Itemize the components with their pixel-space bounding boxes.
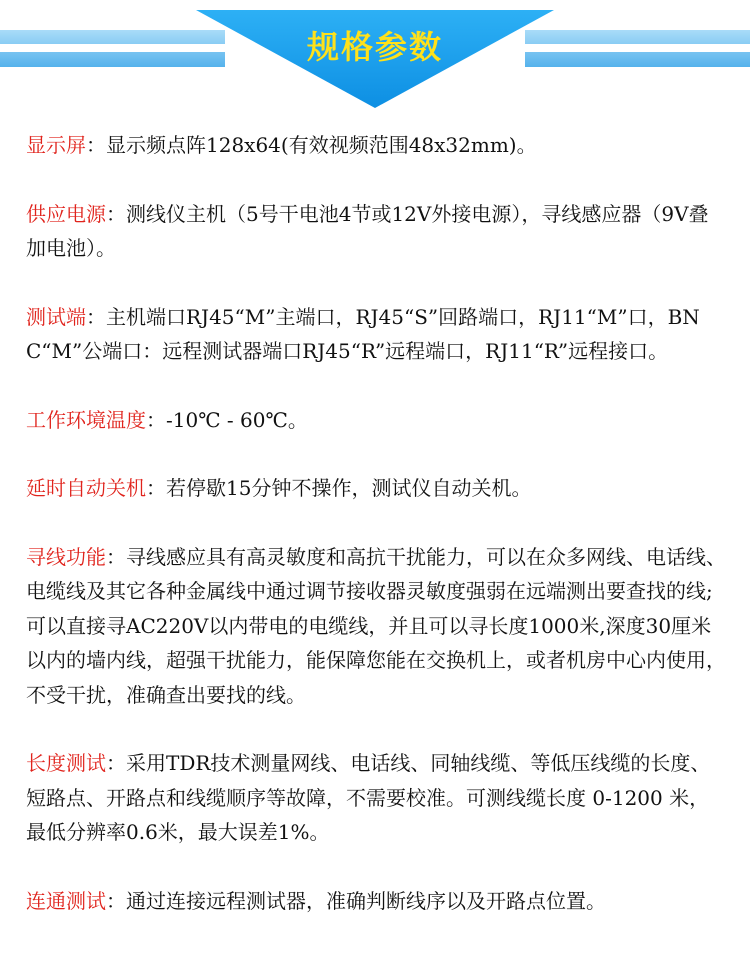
section-header (0, 0, 750, 112)
spec-test-ports (26, 300, 726, 369)
spec-text: ：测线仪主机（5号干电池4节或12V外接电源），寻线感应器（9V叠加电池）。 (26, 201, 709, 260)
spec-label: 长度测试 (26, 751, 106, 775)
spec-label: 供应电源 (26, 201, 106, 226)
spec-label: 寻线功能 (26, 544, 106, 569)
spec-text: ：主机端口RJ45“M”主端口，RJ45“S”回路端口，RJ11“M”口，BNC“M”公端口：远程测试器端口RJ45“R”远程端口，RJ11“R”远程接口。 (26, 304, 700, 363)
spec-label: 显示屏 (26, 133, 86, 157)
spec-operating-temperature (26, 403, 726, 438)
spec-length-test (26, 746, 726, 850)
spec-wire-tracing (26, 540, 726, 713)
spec-label: 工作环境温度 (26, 407, 146, 432)
spec-label: 连通测试 (26, 888, 106, 913)
spec-text: ：-10℃ - 60℃。 (146, 407, 308, 432)
spec-list (26, 128, 726, 952)
spec-continuity-test (26, 884, 726, 919)
spec-text: ：若停歇15分钟不操作，测试仪自动关机。 (146, 476, 532, 500)
spec-text: ：通过连接远程测试器，准确判断线序以及开路点位置。 (106, 888, 606, 913)
spec-display (26, 128, 726, 163)
spec-label: 测试端 (26, 304, 86, 329)
spec-label: 延时自动关机 (26, 476, 146, 500)
spec-power-supply (26, 197, 726, 266)
spec-text: ：寻线感应具有高灵敏度和高抗干扰能力，可以在众多网线、电话线、电缆线及其它各种金属线中通过调节接收器灵敏度强弱在远端测出要查找的线;可以直接寻AC220V以内带电的电缆线，并且可以寻长度1000米,深度30厘米以内的墙内线，超强干扰能力，能保障您能在交换机上，或者机房中心内使用，不受干扰，准确查出要找的线。 (26, 544, 726, 707)
spec-text: ：采用TDR技术测量网线、电话线、同轴线缆、等低压线缆的长度、短路点、开路点和线缆顺序等故障，不需要校准。可测线缆长度 0-1200 米，最低分辨率0.6米，最大误差1%。 (26, 751, 711, 844)
page-title: 规格参数 (306, 28, 443, 66)
spec-auto-power-off (26, 471, 726, 506)
spec-text: ：显示频点阵128x64(有效视频范围48x32mm)。 (86, 133, 537, 157)
